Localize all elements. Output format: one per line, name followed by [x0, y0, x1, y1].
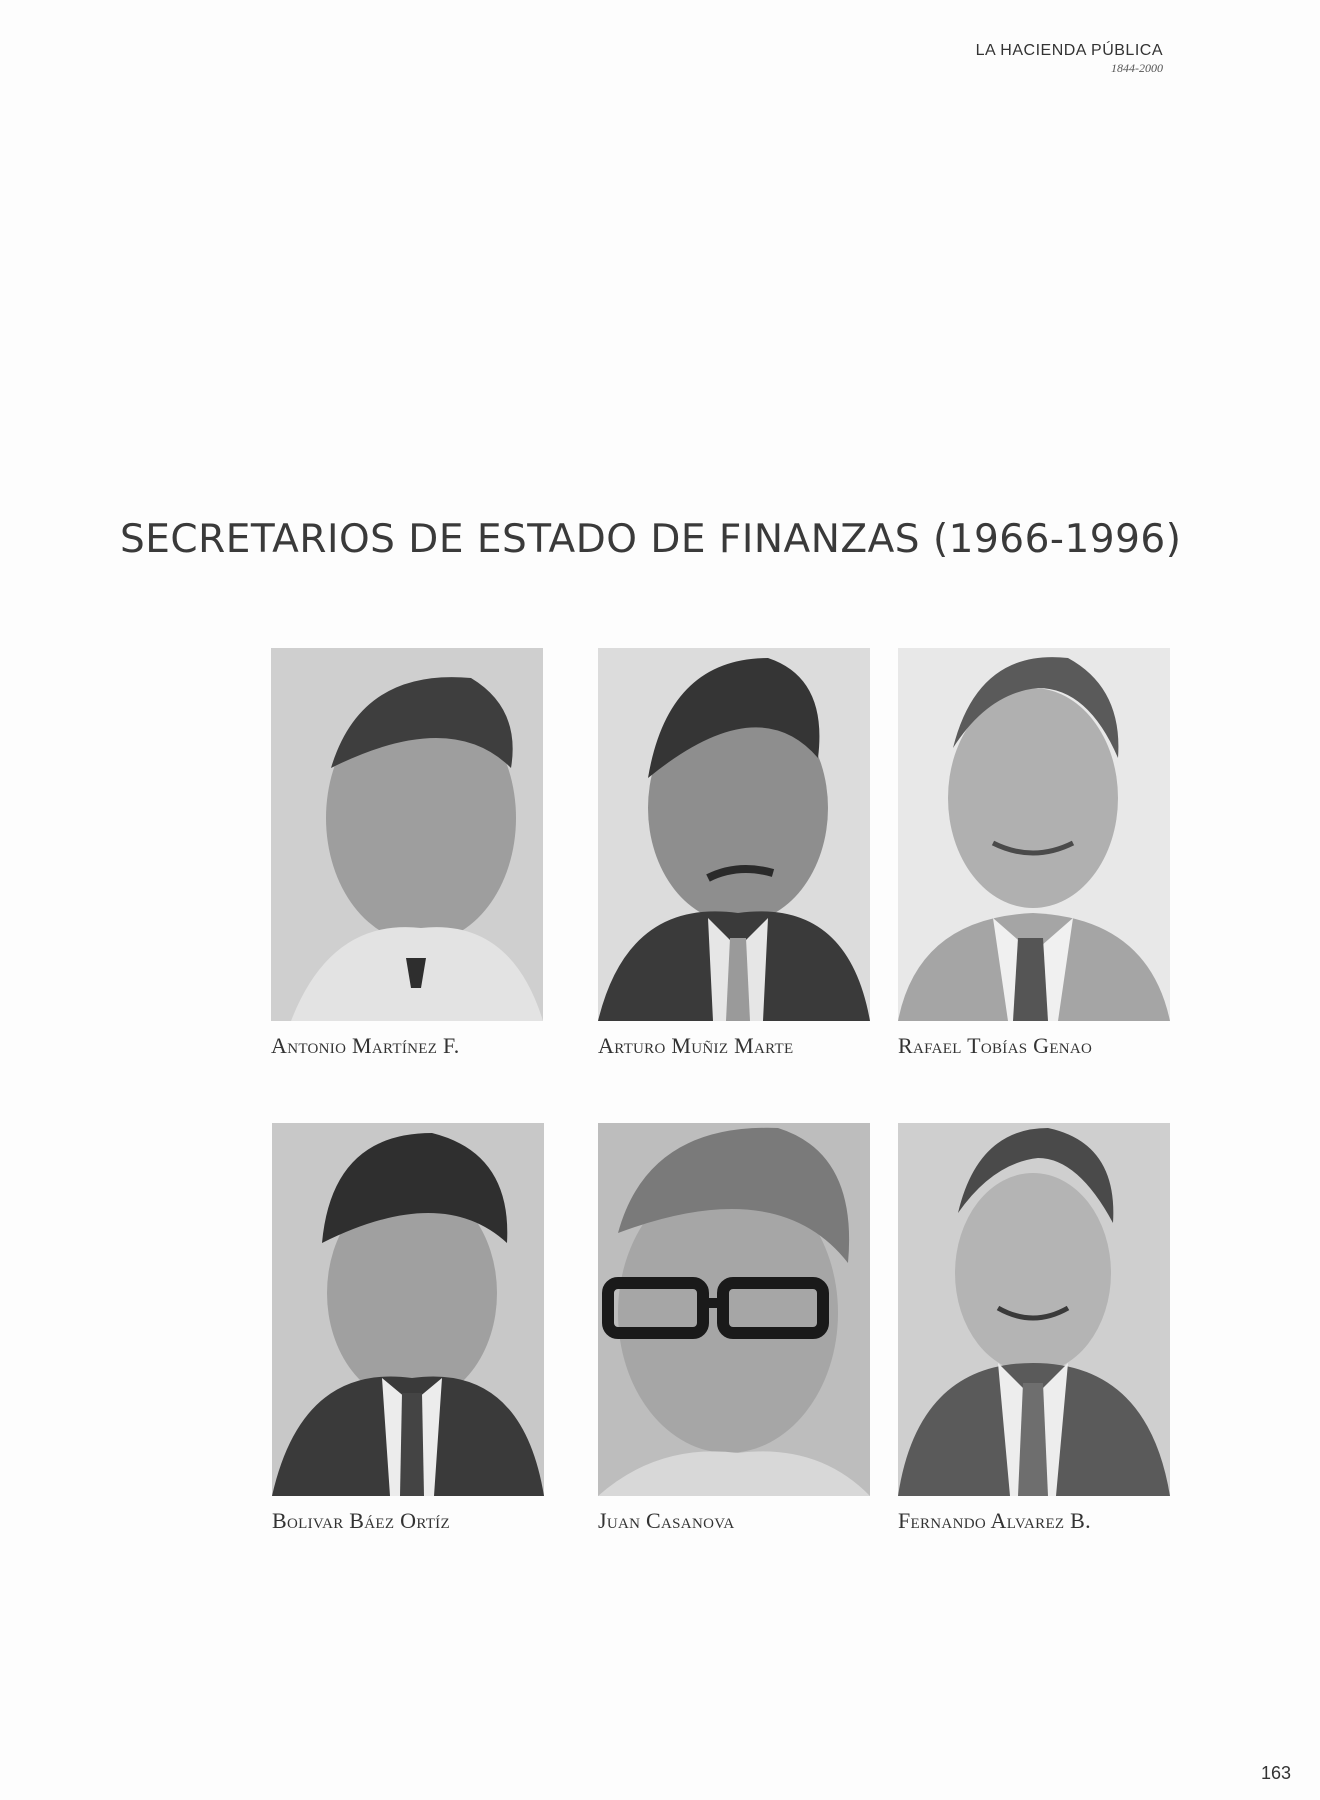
portrait-caption: Fernando Alvarez B.: [898, 1508, 1091, 1533]
portrait-caption: Juan Casanova: [598, 1508, 735, 1533]
running-head-years: 1844-2000: [1111, 61, 1163, 75]
portrait-photo: [272, 1123, 544, 1496]
portrait-caption: Bolivar Báez Ortíz: [272, 1508, 450, 1533]
running-head: [976, 42, 1163, 76]
running-head-title: LA HACIENDA PÚBLICA: [975, 42, 1163, 59]
portrait-photo: [598, 1123, 870, 1496]
portrait-card: [898, 648, 1170, 1059]
portrait-image: [898, 1123, 1170, 1496]
portrait-photo: [271, 648, 543, 1021]
portrait-image: [598, 1123, 870, 1496]
portrait-photo: [898, 1123, 1170, 1496]
portrait-caption: Antonio Martínez F.: [271, 1033, 460, 1058]
portrait-image: [598, 648, 870, 1021]
portrait-image: [272, 1123, 544, 1496]
portrait-card: [271, 648, 543, 1059]
portrait-photo: [898, 648, 1170, 1021]
portrait-image: [898, 648, 1170, 1021]
portrait-caption: Rafael Tobías Genao: [898, 1033, 1093, 1058]
portrait-card: [598, 648, 870, 1059]
page-number: 163: [1260, 1763, 1291, 1783]
portrait-caption: Arturo Muñiz Marte: [598, 1033, 794, 1058]
section-title: SECRETARIOS DE ESTADO DE FINANZAS (1966-1996): [120, 517, 1182, 562]
portrait-photo: [598, 648, 870, 1021]
portrait-card: [272, 1123, 544, 1534]
portrait-image: [271, 648, 543, 1021]
portrait-card: [598, 1123, 870, 1534]
portrait-card: [898, 1123, 1170, 1534]
